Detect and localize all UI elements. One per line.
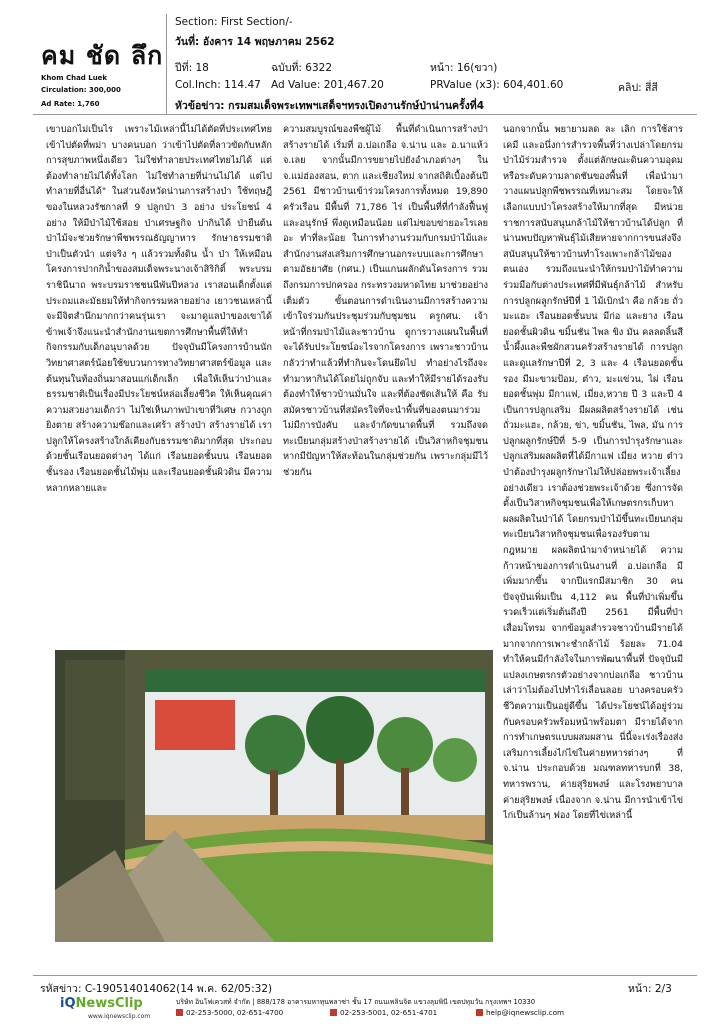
clipping-header xyxy=(33,14,697,115)
publication-logo-box xyxy=(33,14,167,114)
phone-icon xyxy=(176,1009,183,1016)
col-inch: Col.Inch: 114.47 xyxy=(175,79,261,91)
iqnewsclip-logo xyxy=(60,996,143,1011)
publication-caption: Khom Chad Luek xyxy=(41,74,108,82)
fax-numbers: 02-253-5001, 02-651-4701 xyxy=(340,1008,438,1017)
email-icon xyxy=(476,1009,483,1016)
pr-value: PRValue (x3): 604,401.60 xyxy=(430,79,564,91)
publication-logo: คม ชัด ลึก xyxy=(41,41,164,70)
email-address: help@iqnewsclip.com xyxy=(486,1008,565,1017)
photo-illustration xyxy=(55,650,493,942)
article-column-2: ความสมบูรณ์ของพืชผู้ไม้ พื้นที่ดำเนินการสร้างป่า สร้างรายได้ เริ่มที่ อ.บ่อเกลือ จ.น่าน และ อ.นาแห้ว จ.เลย จากนั้นมีการขยายไปยังอำเภอต่างๆ ใน จ.แม่ฮ่องสอน, ตาก และเชียงใหม่ จากสถิติเบื้องต้นปี 2561 มีชาวบ้านเข้าร่วมโครงการทั้งหมด 19,890 ครัวเรือน มีพื้นที่ 71,786 ไร่ เป็นพื้นที่ที่กำลังฟื้นฟูและอนุรักษ์ พึ่งดูเหมือนน้อย แต่ไม่ขอบข่ายอะไรเลยอะ ทำที่ละน้อย ในการทำงานร่วมกับกรมป่าไม้และสำนักงานส่งเสริมการศึกษานอกระบบและการศึกษาตามอัธยาศัย (กศน.) เป็นแกนผลักดันโครงการ รวมถึงกรมการปกครอง กระทรวงมหาดไทย มาช่วยอย่างเต็มตัว ขั้นตอนการดำเนินงานมีการสร้างความเข้าใจร่วมกันประชุมร่วมกับชุมชน ครูกศน. เจ้าหน้าที่กรมป่าไม้และชาวบ้าน ดูการวางแผนในพื้นที่จะได้รับประโยชน์อะไรจากโครงการ เพราะชาวบ้านกลัวว่าทำแล้วที่ทำกินจะโดนยึดไป ทำอย่างไรถึงจะทำมาหากินได้โดยไม่ถูกจับ และทำให้มีรายได้รองรับ ต้องทำให้ชาวบ้านมั่นใจ และที่ต้องชัดเส้นให้ คือ รับสมัครชาวบ้านที่สมัครใจที่จะนำพื้นที่ของตนมาร่วม ไม่มีการบังคับ และจำกัดขนาดพื้นที่ รวมถึงจดทะเบียนกลุ่มสร้างป่าสร้างรายได้ เป็นวิสาหกิจชุมชน หากมีปัญหาให้สะท้อนในกลุ่มช่วยกัน เพราะกลุ่มมีไว้ช่วยกัน xyxy=(283,124,488,479)
article-photo xyxy=(55,650,493,942)
ad-rate: Ad Rate: 1,760 xyxy=(41,100,100,108)
footer-page: หน้า: 2/3 xyxy=(628,983,672,995)
circulation: Circulation: 300,000 xyxy=(41,86,121,94)
ad-value: Ad Value: 201,467.20 xyxy=(271,79,384,91)
news-id: รหัสข่าว: C-190514014062(14 พ.ค. 62/05:32) xyxy=(40,983,273,995)
headline: หัวข้อข่าว: กรมสมเด็จพระเทพฯเสด็จฯทรงเปิดงานรักษ์ป่าน่านครั้งที่4 xyxy=(175,100,485,112)
issue: ฉบับที่: 6322 xyxy=(271,62,333,74)
article-column-1: เขาบอกไม่เป็นไร เพราะไม้เหล่านี้ไม่ได้ตัดที่ประเทศไทย เข้าไปตัดที่พม่า บางคนบอก ว่าเข้าไปตัดที่ลาวขัดกับหลักการสุขภาพหนึ่งเดียว ไม่ใช่ทำลายประเทศไทยไม่ได้ แต่ต้องทำลายไม่ได้ทั้งโลก ไม่ใช่ทำลายที่น่านไม่ได้ แต่ไปทำลายที่อื่นได้" ในส่วนจังหวัดน่านการสร้างป่า ใช้ทฤษฎีของในหลวงรัชกาลที่ 9 ปลูกป่า 3 อย่าง ประโยชน์ 4 อย่าง ให้มีป่าไม้ใช้สอย ป่าเศรษฐกิจ ปากินได้ ป่ายืนต้น ป่าไม้จะช่วยรักษาพืชพรรณธัญญาหาร รักษาธรรมชาติ ป่าเป็นตัวนำ แต่จริง ๆ แล้วรวมทั้งดิน น้ำ ป่า ให้เหมือนโครงการปากกิน้ำของสมเด็จพระนางเจ้าสิริกิติ์ พระบรมราชินีนาถ พระบรมราชชนนีพันปีหลวง เราสอนเด็กตั้งแต่ประถมและมัธยมให้ทำกิจกรรมหลายอย่าง เยาวชนเหล่านี้จะมีจิตสำนึกมากกว่าคนรุ่นเรา จะมาดูแลป่าของเขาได้ ข้าพเจ้าจึงแนะนำสำนักงานเขตการศึกษาพื้นที่ให้ทำกิจกรรมกับเด็กอนุบาลด้วย ปัจจุบันมีโครงการบ้านนักวิทยาศาสตร์น้อยใช้ขบวนการทางวิทยาศาสตร์ข้อมูล และต้นทุนในท้องถิ่นมาสอนแก่เด็กเล็ก เพื่อให้เห็นว่าป่าและธรรมชาติเป็นเรื่องมีประโยชน์หล่อเลี้ยงชีวิต ให้เห็นคุณค่าความสวยงามเด็กว่า ไม่ใช่เห็นภาพป่าเขาที่วิเศษ กวางถูกยิงตาย สร้างความช๊อกและเศร้า สร้างป่า สร้างรายได้ เราปลูกให้โครงสร้างใกล้เคียงกับธรรมชาติมากที่สุด ประกอบด้วยชั้นเรือนยอดต่างๆ ได้แก่ เรือนยอดชั้นบน เรือนยอดชั้นรอง เรือนยอดชั้นไม้พุ่ม และเรือนยอดชั้นผิวดิน มีความหลากหลายและ xyxy=(46,124,272,494)
page-number: หน้า: 16(ขวา) xyxy=(430,62,498,74)
brand-left: iQ xyxy=(60,996,76,1011)
date: วันที่: อังคาร 14 พฤษภาคม 2562 xyxy=(175,36,335,48)
clip-color: คลิป: สี่สี xyxy=(618,82,658,94)
fax-contact xyxy=(330,1008,437,1017)
brand-right: NewsClip xyxy=(75,996,143,1011)
footer-divider xyxy=(33,975,697,976)
company-address: บริษัท อินโฟเควสท์ จำกัด | 888/178 อาคารมหาทุนพลาซ่า ชั้น 17 ถนนเพลินจิต แขวงลุมพินี เขตปทุมวัน กรุงเทพฯ 10330 xyxy=(176,998,536,1006)
fax-icon xyxy=(330,1009,337,1016)
year: ปีที่: 18 xyxy=(175,62,209,74)
phone-contact xyxy=(176,1008,283,1017)
phone-numbers: 02-253-5000, 02-651-4700 xyxy=(186,1008,284,1017)
article-column-3: นอกจากนั้น พยายามลด ละ เลิก การใช้สารเคมี และอนึ่งการสำรวจพื้นที่ว่างเปล่าโดยกรมป่าไม้ร่วมสำรวจ ตั้งแต่ลักษณะดินความอุดมหรือระดับความลาดชันของพื้นที่ เพื่อนำมาวางแผนปลูกพืชพรรณที่เหมาะสม โดยจะให้เลือกแบบป่าโครงสร้างให้มากที่สุด มีหน่วยราชการสนับสนุนกล้าไม้ให้ชาวบ้านได้ปลูก ที่น่านพบปัญหาพันธุ์ไม้เสียหายจากการขนส่งจึงสนับสนุนให้ชาวบ้านทำโรงเพาะกล้าไม้ของตนเอง รวมถึงแนะนำให้กรมป่าไม้ทำความร่วมมือกับต่างประเทศที่มีพันธุ์กล้าไม้ สำหรับการปลูกผลูกรักษ์ปีที่ 1 ไม้เบิกนำ คือ กล้วย ถั่วมะแฮะ เรือนยอดชั้นบน มีก่อ และยาง เรือนยอดชั้นผิวดิน ขมิ้นชัน ไพล ขิง มัน คลลดลิ้นสีน้ำผึ้งและพืชผักสวนครัวสร้างรายได้ การปลูกและดูแลรักษาปีที่ 2, 3 และ 4 เรือนยอดชั้นรอง มีมะขามป้อม, ต๋าว, มะแข่วน, ไผ่ เรือนยอดชั้นพุ่ม มีกาแฟ, เมี่ยง,หวาย ปี 3 และปี 4 เป็นการปลูกเสริม มีผลผลิตสร้างรายได้ เช่น ถั่วมะแฮะ, กล้วย, ข่า, ขมิ้นชัน, ไพล, มัน การปลูกผลูกรักษ์ปีที่ 5-9 เป็นการบำรุงรักษาและปลูกเสริมผลผลิตที่ได้มีกาแฟ เมี่ยง หวาย ต๋าว ป่าต้องบำรุงผลูกรักษาไม่ให้ปล่อยพระเจ้าเลี้ยงอย่างเดียว เราต้องช่วยพระเจ้าด้วย ซึ่งการจัดตั้งเป็นวิสาหกิจชุมชนเพื่อให้เกษตรกรเก็บหาผลผลิตในป่าได้ โดยกรมป่าไม้ขึ้นทะเบียนกลุ่มทะเบียนวิสาหกิจชุมชนเพื่อรองรับตามกฎหมาย ผลผลิตนำมาจำหน่ายได้ ความก้าวหน้าของการดำเนินงานที่ อ.บ่อเกลือ มีเพิ่มมากขึ้น จากปีแรกมีสมาชิก 30 คน ปัจจุบันเพิ่มเป็น 4,112 คน พื้นที่ป่าเพิ่มขึ้นรวดเร็วแต่เริ่มต้นถึงปี 2561 มีพื้นที่ป่าเสื่อมโทรม จากข้อมูลสำรวจชาวบ้านมีรายได้มากจากการเพาะชำกล้าไม้ ร้อยละ 71.04 ทำให้คนมีกำลังใจในการพัฒนาพื้นที่ ปัจจุบันมีแปลงเกษตรกรตัวอย่างจากบ่อเกลือ ชาวบ้านเล่าว่าไม่ต้องไปทำไร่เลื่อนลอย บางครอบครัวชีวิตความเป็นอยู่ดีขึ้น ได้ประโยชน์ได้อยู่ร่วมกับครอบครัวพร้อมหน้าพร้อมตา มีรายได้จากการทำเกษตรแบบผสมผสาน นี่นี้จะเร่งเรื่องส่งเสริมการเลี้ยงไก่ไข่ในค่ายทหารต่างๆ ที่ จ.น่าน ประกอบด้วย มณฑลทหารบกที่ 38, ทหารพราน, ค่ายสุริยพงษ์ และโรงพยาบาลค่ายสุริยพงษ์ เนื่องจาก จ.น่าน มีการนำเข้าไข่ไก่เป็นล้านๆ ฟอง โดยที่ไข่เหล่านี้ xyxy=(503,124,683,822)
brand-url: www.iqnewsclip.com xyxy=(88,1013,151,1020)
email-contact xyxy=(476,1008,564,1017)
section: Section: First Section/- xyxy=(175,16,293,28)
